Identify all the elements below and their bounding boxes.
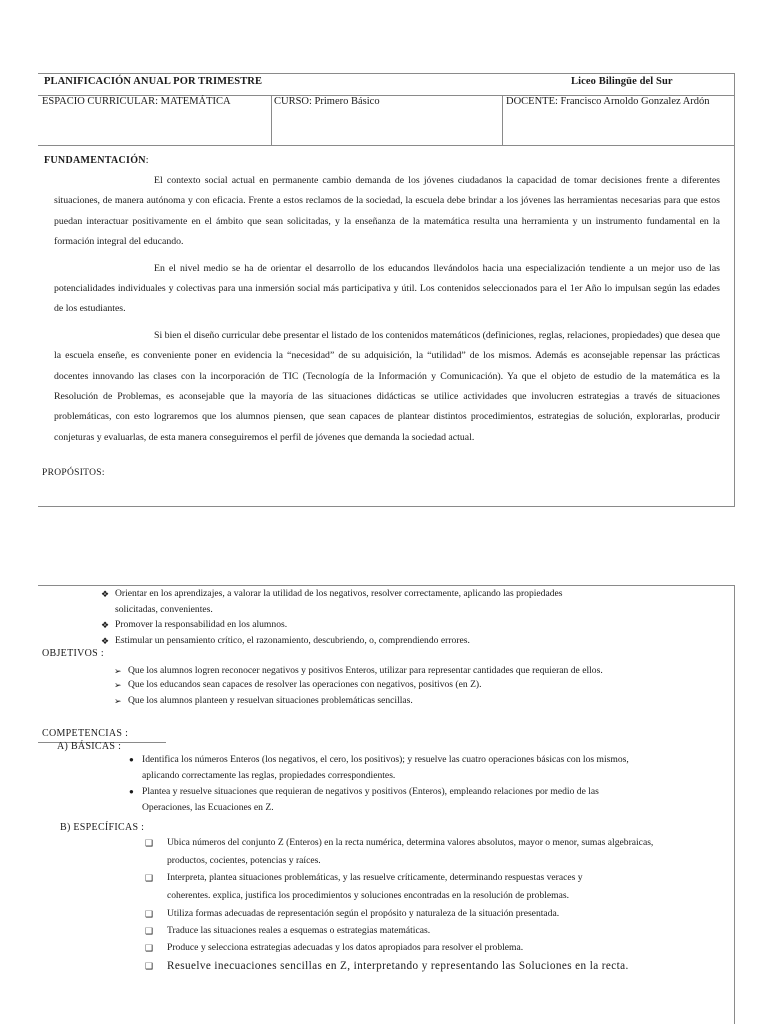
list-item: ● Plantea y resuelve situaciones que requieran de negativos y positivos (Enteros), empleando relaciones por medio de las Operaciones, las Ecuaciones en Z. xyxy=(129,786,599,813)
list-item: ❑ Produce y selecciona estrategias adecuadas y los datos apropiados para resolver el problema. xyxy=(167,940,523,956)
list-item: ❑ Resuelve inecuaciones sencillas en Z, interpretando y representando las Soluciones en la recta. xyxy=(145,960,629,972)
list-item: ❖ Promover la responsabilidad en los alumnos. xyxy=(115,617,287,633)
square-checkbox-bullet-icon: ❑ xyxy=(145,838,154,848)
diamond-bullet-icon: ❖ xyxy=(101,636,110,646)
list-item: ❖ Estimular un pensamiento crítico, el razonamiento, descubriendo, o, comprendiendo errores. xyxy=(115,633,470,649)
square-checkbox-bullet-icon: ❑ xyxy=(145,926,154,936)
square-checkbox-bullet-icon: ❑ xyxy=(145,961,154,971)
list-item: ● Identifica los números Enteros (los negativos, el cero, los positivos); y resuelve las cuatro operaciones básicas con los mismos, aplicando correctamente las reglas, propiedades correspondientes. xyxy=(129,754,629,781)
competencias-heading: COMPETENCIAS : xyxy=(42,728,129,739)
list-item: ➢ Que los educandos sean capaces de resolver las operaciones con negativos, positivos (en Z). xyxy=(128,677,482,693)
list-item: ❑ Interpreta, plantea situaciones problemáticas, y las resuelve críticamente, determinando respuestas veraces y coherentes. explica, justifica los procedimientos y soluciones encontradas en la resolución de problemas. xyxy=(167,869,732,905)
diamond-bullet-icon: ❖ xyxy=(101,589,110,599)
especificas-heading: B) ESPECÍFICAS : xyxy=(60,822,145,833)
list-item: ➢ Que los alumnos logren reconocer negativos y positivos Enteros, utilizar para representar cantidades que requieran de ellos. xyxy=(128,663,603,679)
fundamentacion-body xyxy=(54,171,720,448)
diamond-bullet-icon: ❖ xyxy=(101,620,110,630)
propositos-heading: PROPÓSITOS: xyxy=(42,468,105,478)
fundamentacion-heading: FUNDAMENTACIÓN: xyxy=(44,155,149,166)
square-checkbox-bullet-icon: ❑ xyxy=(145,909,154,919)
list-item: ❖ Orientar en los aprendizajes, a valorar la utilidad de los negativos, resolver correctamente, aplicando las propiedades solicitadas, convenientes. xyxy=(101,588,563,615)
course-cell: CURSO: Primero Básico xyxy=(274,96,380,107)
objetivos-heading: OBJETIVOS : xyxy=(42,648,104,659)
curricular-space-cell: ESPACIO CURRICULAR: MATEMÁTICA xyxy=(42,96,231,107)
fundamentacion-paragraph: El contexto social actual en permanente cambio demanda de los jóvenes ciudadanos la capacidad de tomar decisiones frente a diferentes situaciones, de manera autónoma y con eficacia. Frente a estos reclamos de la sociedad, la escuela debe brindar a los jóvenes las herramientas necesarias para que estos puedan interactuar positivamente en el ámbito que sean solicitadas, y la enseñanza de la matemática resulta una herramienta y un instrumento fundamental en la formación integral del educando. xyxy=(54,175,720,248)
square-checkbox-bullet-icon: ❑ xyxy=(145,873,154,883)
basicas-heading: A) BÁSICAS : xyxy=(57,741,122,752)
round-bullet-icon: ● xyxy=(129,755,134,764)
school-name: Liceo Bilingüe del Sur xyxy=(571,76,673,87)
teacher-cell: DOCENTE: Francisco Arnoldo Gonzalez Ardón xyxy=(506,96,710,107)
fundamentacion-paragraph: Si bien el diseño curricular debe presentar el listado de los contenidos matemáticos (definiciones, reglas, relaciones, propiedades) que desea que la escuela enseñe, es conveniente poner en evidencia la “necesidad” de su adquisición, la “utilidad” de los mismos. Además es aconsejable repensar las prácticas docentes innovando las clases con la incorporación de TIC (Tecnología de la Información y Comunicación). Ya que el objeto de estudio de la matemática es la Resolución de Problemas, es aconsejable que la mayoría de las situaciones didácticas se utilice actividades que involucren estrategias a través de situaciones problemáticas, con esto lograremos que los alumnos piensen, que sean capaces de plantear distintos procedimientos, estrategias de solución, explorarlas, producir conjeturas y evaluarlas, de esta manera conseguiremos el perfil de jóvenes que demanda la sociedad actual. xyxy=(54,329,720,443)
fundamentacion-paragraph: En el nivel medio se ha de orientar el desarrollo de los educandos llevándolos hacia una especialización tendiente a un mejor uso de las potencialidades individuales y colectivas para una inmersión social más participativa y útil. Los contenidos seleccionados para el 1er Año lo impulsan según las edades de los estudiantes. xyxy=(54,262,720,315)
round-bullet-icon: ● xyxy=(129,787,134,796)
arrowhead-bullet-icon: ➢ xyxy=(114,680,122,690)
arrowhead-bullet-icon: ➢ xyxy=(114,696,122,706)
list-item: ❑ Traduce las situaciones reales a esquemas o estrategias matemáticas. xyxy=(167,923,430,939)
arrowhead-bullet-icon: ➢ xyxy=(114,666,122,676)
list-item: ❑ Ubica números del conjunto Z (Enteros) en la recta numérica, determina valores absolutos, mayor o menor, sumas algebraicas, productos, cocientes, potencias y raíces. xyxy=(167,834,732,870)
list-item: ❑ Utiliza formas adecuadas de representación según el propósito y naturaleza de la situación presentada. xyxy=(167,906,559,922)
document-title: PLANIFICACIÓN ANUAL POR TRIMESTRE xyxy=(44,76,263,87)
list-item: ➢ Que los alumnos planteen y resuelvan situaciones problemáticas sencillas. xyxy=(128,693,413,709)
square-checkbox-bullet-icon: ❑ xyxy=(145,943,154,953)
